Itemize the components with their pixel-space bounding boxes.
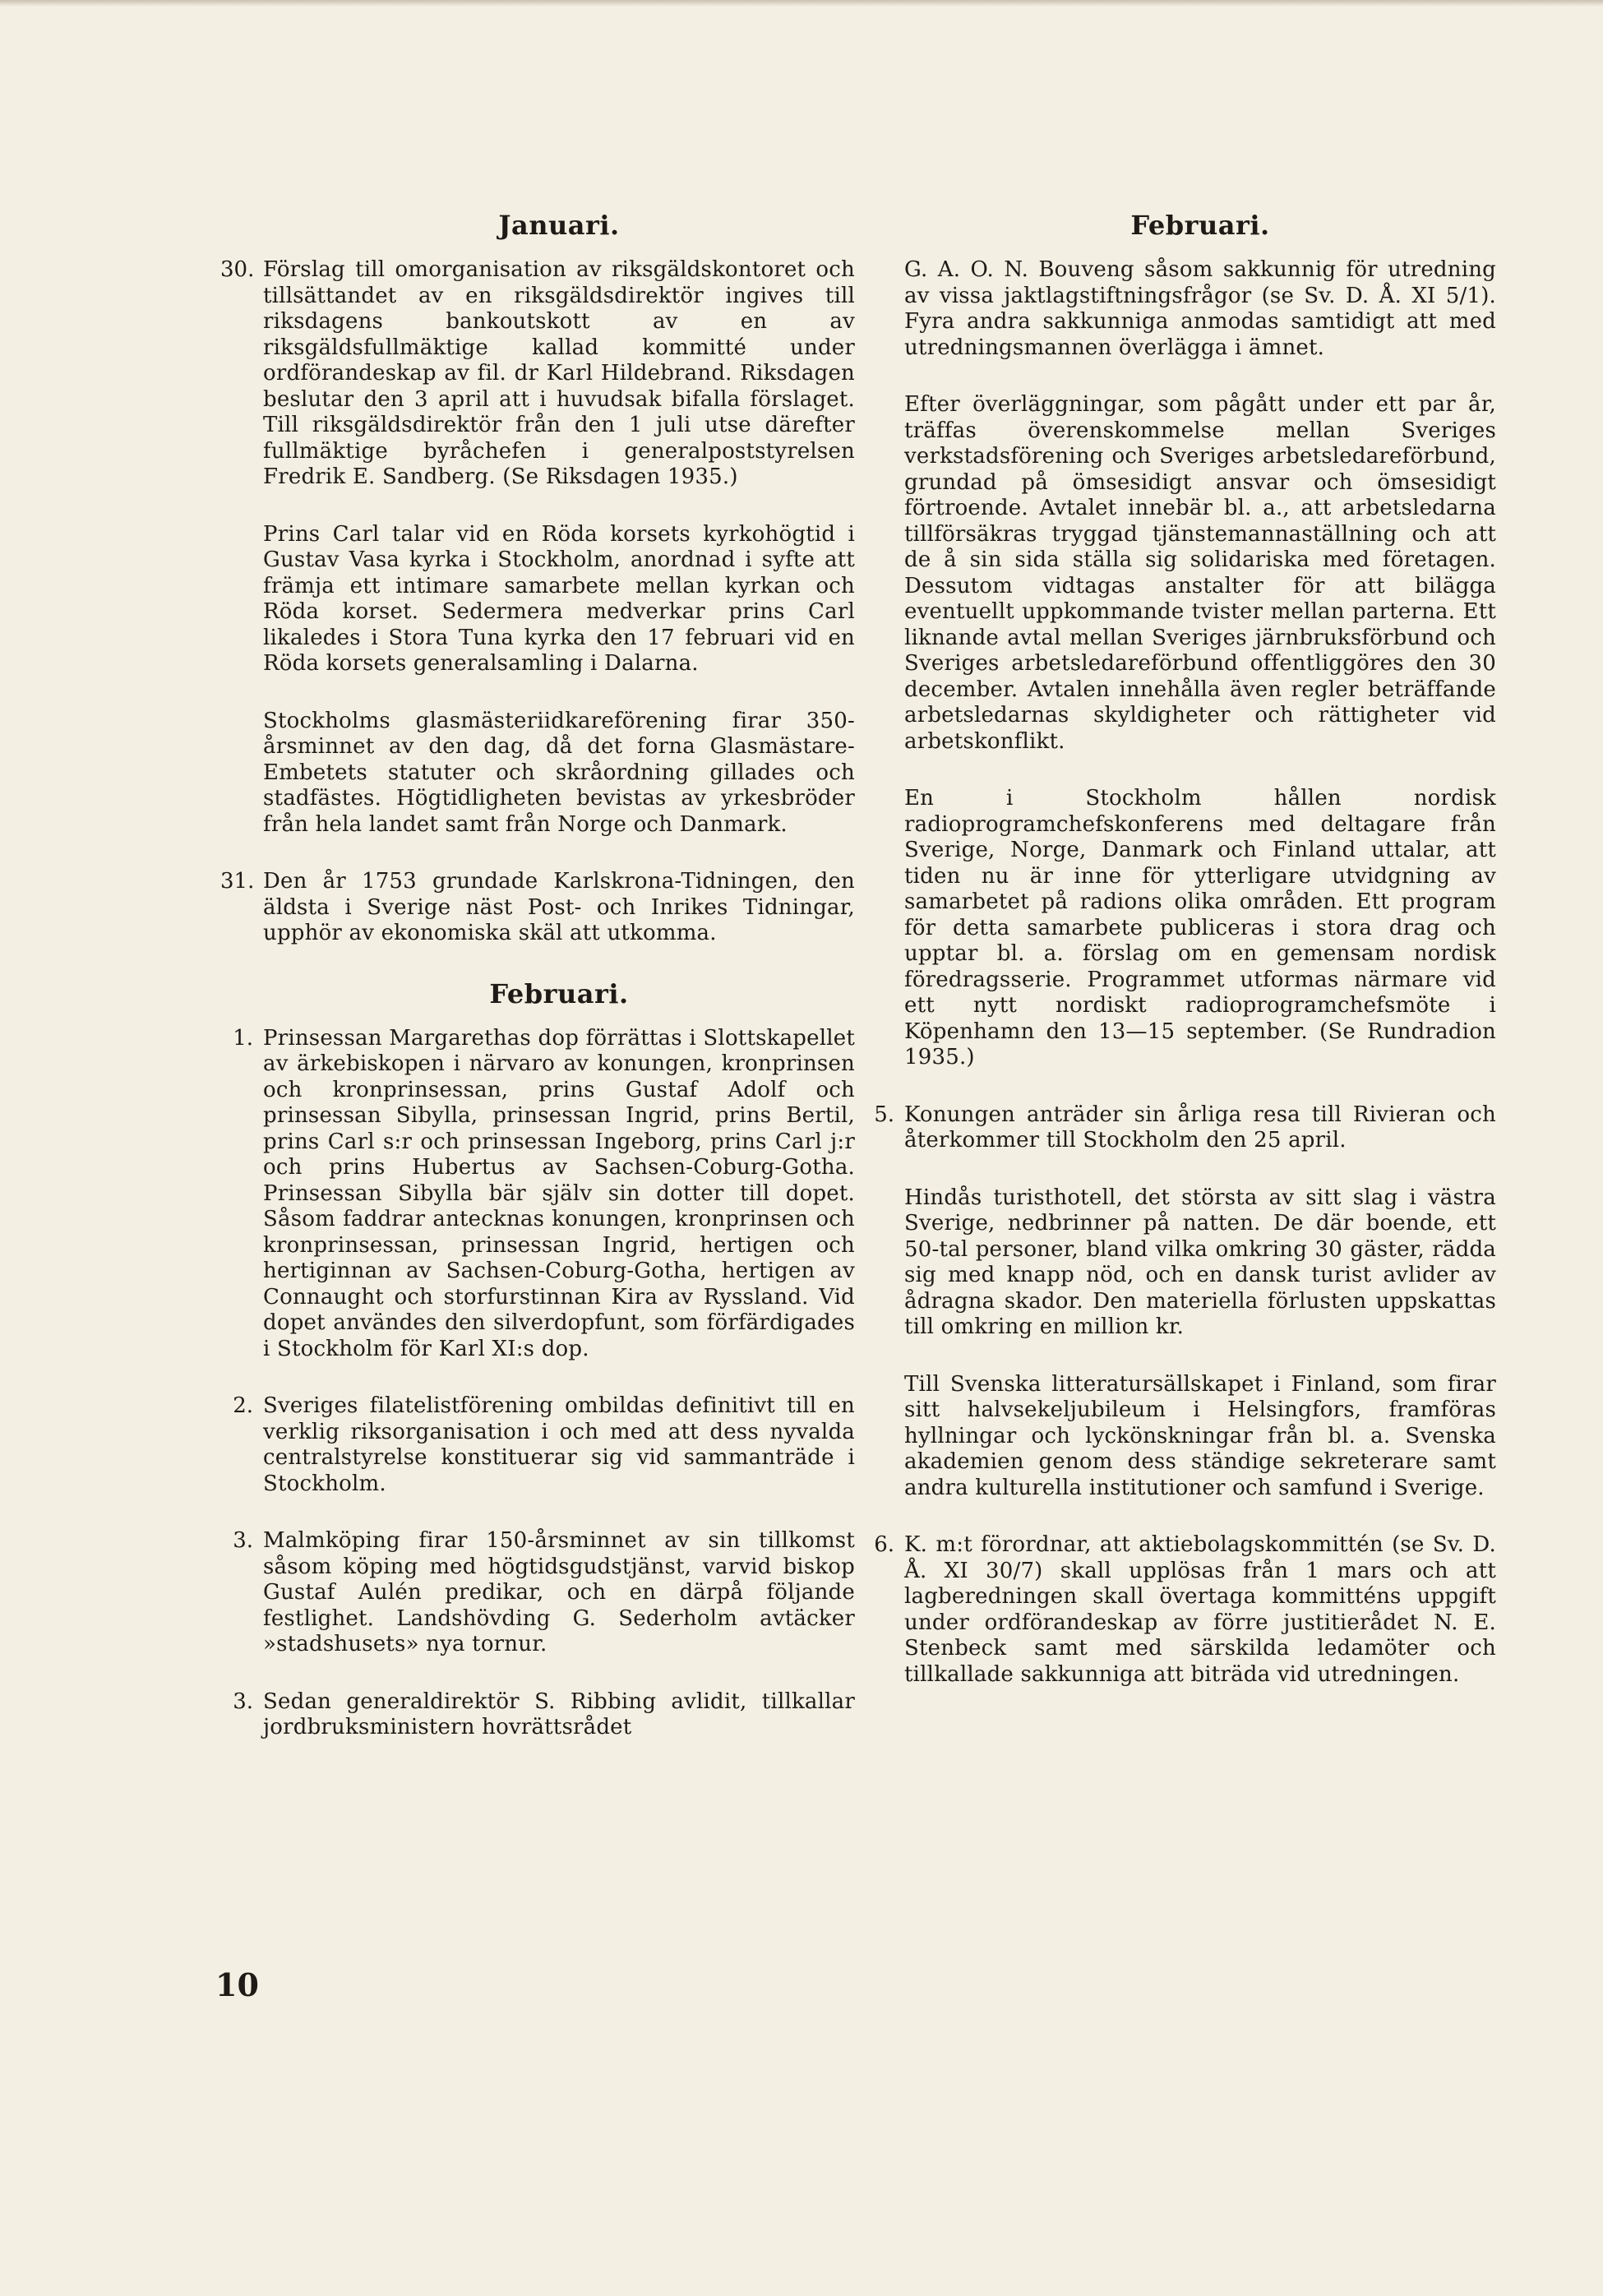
month-heading-februari: Februari. bbox=[489, 977, 629, 1009]
entry-day: 6. bbox=[874, 1532, 894, 1557]
entry-text: Stockholms glasmästeriidkareförening firar 350-årsminnet av den dag, då det forna Glasmästare-Embetets statuter och skråordning gillades och stadfästes. Högtidligheten bevistas av yrkesbröder från hela landet samt från Norge och Danmark. bbox=[263, 708, 855, 837]
page-number: 10 bbox=[215, 1966, 259, 2003]
entry-feb-3-ribbing bbox=[233, 1689, 855, 1741]
entry-day: 3. bbox=[233, 1528, 253, 1553]
entry-day: 5. bbox=[874, 1102, 894, 1127]
entry-day: 2. bbox=[233, 1393, 253, 1418]
entry-text: En i Stockholm hållen nordisk radioprogramchefskonferens med deltagare från Sverige, Norge, Danmark och Finland uttalar, att tiden nu är inne för ytterligare utvidgning av samarbetet på radions olika områden. Ett program för detta samarbete publiceras i stora drag och upptar bl. a. förslag om en gemensam nordisk föredragsserie. Programmet utformas närmare vid ett nytt nordiskt radioprogramchefsmöte i Köpenhamn den 13—15 september. (Se Rundradion 1935.) bbox=[904, 786, 1496, 1069]
entry-day: 3. bbox=[233, 1689, 253, 1714]
entry-day: 1. bbox=[233, 1025, 253, 1051]
entry-text: Prinsessan Margarethas dop förrättas i Slottskapellet av ärkebiskopen i närvaro av konungen, kronprinsen och kronprinsessan, prins Gustaf Adolf och prinsessan Sibylla, prinsessan Ingrid, prins Bertil, prins Carl s:r och prinsessan Ingeborg, prins Carl j:r och prins Hubertus av Sachsen-Coburg-Gotha. Prinsessan Sibylla bär själv sin dotter till dopet. Såsom faddrar antecknas konungen, kronprinsen och kronprinsessan, prinsessan Ingrid, hertigen och hertiginnan av Sachsen-Coburg-Gotha, hertigen av Connaught och storfurstinnan Kira av Ryssland. Vid dopet användes den silverdopfunt, som förfärdigades i Stockholm för Karl XI:s dop. bbox=[263, 1025, 855, 1361]
entry-text: Förslag till omorganisation av riksgäldskontoret och tillsättandet av en riksgäldsdirektör ingives till riksdagens bankoutskott av en av riksgäldsfullmäktige kallad kommitté under ordförandeskap av fil. dr Karl Hildebrand. Riksdagen beslutar den 3 april att i huvudsak bifalla förslaget. Till riksgäldsdirektör från den 1 juli utse därefter fullmäktige byråchefen i generalpoststyrelsen Fredrik E. Sandberg. (Se Riksdagen 1935.) bbox=[263, 257, 855, 489]
right-column bbox=[874, 210, 1496, 1719]
entry-hindas bbox=[904, 1185, 1496, 1341]
left-column bbox=[220, 210, 855, 1772]
entry-bouveng bbox=[904, 257, 1496, 361]
entry-glasmasteri bbox=[263, 709, 855, 838]
entry-text: Till Svenska litteratursällskapet i Finland, som firar sitt halvsekeljubileum i Helsingfors, framföras hyllningar och lyckönskningar från bl. a. Svenska akademien genom dess ständige sekreterare samt andra kulturella institutioner och samfund i Sverige. bbox=[904, 1371, 1496, 1500]
entry-text: Malmköping firar 150-årsminnet av sin tillkomst såsom köping med högtidsgudstjänst, varvid biskop Gustaf Aulén predikar, och en därpå följande festlighet. Landshövding G. Sederholm avtäcker »stadshusets» nya tornur. bbox=[263, 1528, 855, 1656]
entry-text: Sedan generaldirektör S. Ribbing avlidit, tillkallar jordbruksministern hovrättsrådet bbox=[263, 1689, 855, 1739]
entry-litteratursallskapet bbox=[904, 1372, 1496, 1502]
entry-text: K. m:t förordnar, att aktiebolagskommittén (se Sv. D. Å. XI 30/7) skall upplösas från 1 mars och att lagberedningen skall övertaga kommitténs uppgift under ordförandeskap av förre justitierådet N. E. Stenbeck samt med särskilda ledamöter och tillkallade sakkunniga att biträda vid utredningen. bbox=[904, 1532, 1496, 1687]
entry-arbetsledare bbox=[904, 392, 1496, 755]
entry-text: Den år 1753 grundade Karlskrona-Tidningen, den äldsta i Sverige näst Post- och Inrikes Tidningar, upphör av ekonomiska skäl att utkomma. bbox=[263, 869, 855, 945]
month-heading-februari-right: Februari. bbox=[1130, 210, 1270, 241]
entry-text: G. A. O. N. Bouveng såsom sakkunnig för utredning av vissa jaktlagstiftningsfrågor (se Sv. D. Å. XI 5/1). Fyra andra sakkunniga anmodas samtidigt att med utredningsmannen överlägga i ämnet. bbox=[904, 257, 1496, 360]
entry-feb-5 bbox=[874, 1102, 1496, 1154]
entry-text: Konungen anträder sin årliga resa till Rivieran och återkommer till Stockholm den 25 april. bbox=[904, 1102, 1496, 1153]
entry-jan-30 bbox=[220, 257, 855, 491]
entry-text: Prins Carl talar vid en Röda korsets kyrkohögtid i Gustav Vasa kyrka i Stockholm, anordnad i syfte att främja ett intimare samarbete mellan kyrkan och Röda korset. Sedermera medverkar prins Carl likaledes i Stora Tuna kyrka den 17 februari vid en Röda korsets generalsamling i Dalarna. bbox=[263, 521, 855, 676]
month-heading-januari: Januari. bbox=[498, 210, 620, 241]
page-top-edge bbox=[0, 0, 1603, 7]
entry-jan-31 bbox=[220, 869, 855, 947]
entry-text: Sveriges filatelistförening ombildas definitivt till en verklig riksorganisation i och med att dess nyvalda centralstyrelse konstituerar sig vid sammanträde i Stockholm. bbox=[263, 1393, 855, 1496]
entry-text: Efter överläggningar, som pågått under ett par år, träffas överenskommelse mellan Sveriges verkstadsförening och Sveriges arbetsledareförbund, grundad på ömsesidigt ansvar och ömsesidigt förtroende. Avtalet innebär bl. a., att arbetsledarna tillförsäkras tryggad tjänstemannaställning och att de å sin sida ställa sig solidariska med företagen. Dessutom vidtagas anstalter för att bilägga eventuellt uppkommande tvister mellan parterna. Ett liknande avtal mellan Sveriges järnbruksförbund och Sveriges arbetsledareförbund offentliggöres den 30 december. Avtalen innehålla även regler beträffande arbetsledarnas skyldigheter och rättigheter vid arbetskonflikt. bbox=[904, 392, 1496, 754]
entry-radio bbox=[904, 786, 1496, 1071]
entry-prins-carl bbox=[263, 522, 855, 677]
entry-feb-6 bbox=[874, 1532, 1496, 1688]
entry-day: 30. bbox=[220, 257, 255, 282]
entry-day: 31. bbox=[220, 869, 255, 894]
entry-feb-2 bbox=[233, 1393, 855, 1497]
entry-text: Hindås turisthotell, det största av sitt slag i västra Sverige, nedbrinner på natten. De där boende, ett 50-tal personer, bland vilka omkring 30 gäster, rädda sig med knapp nöd, och en dansk turist avlider av ådragna skador. Den materiella förlusten uppskattas till omkring en million kr. bbox=[904, 1185, 1496, 1339]
entry-feb-3-malmkoping bbox=[233, 1528, 855, 1658]
entry-feb-1 bbox=[233, 1025, 855, 1363]
